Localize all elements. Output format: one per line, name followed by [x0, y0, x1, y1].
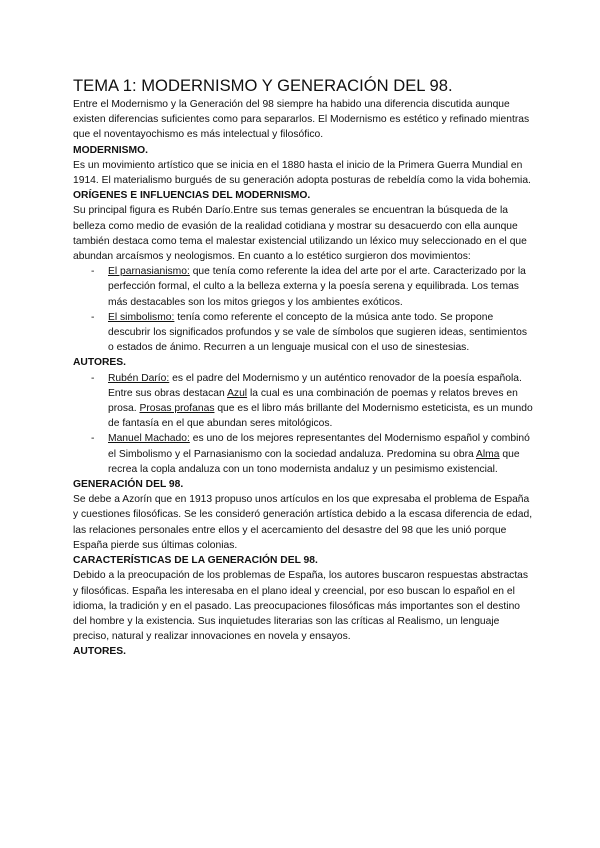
term-manuel-machado: Manuel Machado: — [108, 433, 190, 445]
generacion-paragraph: Se debe a Azorín que en 1913 propuso unos artículos en los que expresaba el problema de España y cuestiones filosóficas. Se les consideró generación artística debido a la escasa diferencia de edad, las relaciones personales entre ellos y el acercamiento del desastre del 98 que les unió porque España pierde sus últimas colonias. — [73, 494, 533, 551]
work-prosas-profanas: Prosas profanas — [139, 403, 215, 415]
movements-list — [73, 264, 535, 355]
machado-text-2: que recrea la copla andaluza con un tono modernista andaluz y un pesimismo existencial. — [108, 448, 520, 475]
document-content — [73, 76, 535, 660]
dario-text-3: que es el libro más brillante del Modernismo esteticista, es un mundo de fantasía en el que abundan seres mitológicos. — [108, 403, 533, 430]
authors-list — [73, 371, 535, 477]
page-title: TEMA 1: MODERNISMO Y GENERACIÓN DEL 98. — [73, 76, 453, 95]
work-azul: Azul — [227, 387, 248, 399]
work-alma: Alma — [476, 448, 500, 460]
term-simbolismo: El simbolismo: — [108, 311, 175, 323]
origenes-paragraph: Su principal figura es Rubén Darío.Entre sus temas generales se encuentran la búsqueda de la belleza como medio de evasión de la realidad cotidiana y mostrar su desacuerdo con ella aunque también destaca como tema el malestar existencial utilizando un léxico muy seleccionado en el que abundan arcaísmos y neologismos. En cuanto a lo estético surgieron dos movimientos: — [73, 205, 527, 263]
heading-caracteristicas: CARACTERÍSTICAS DE LA GENERACIÓN DEL 98. — [73, 555, 318, 567]
list-marker: - — [91, 266, 95, 278]
caracteristicas-paragraph: Debido a la preocupación de los problemas de España, los autores buscaron respuestas abstractas y filosóficas. España les interesaba en el plano ideal y creencial, por eso buscan lo español en el idioma, la tradición y en el pasado. Las preocupaciones filosóficas más importantes son el destino del hombre y la existencia. Sus inquietudes literarias son las críticas al Realismo, un lenguaje preciso, natural y realizar innovaciones en novela y ensayos. — [73, 570, 529, 643]
intro-paragraph: Entre el Modernismo y la Generación del 98 siempre ha habido una diferencia discutida aunque existen diferencias suficientes como para separarlos. El Modernismo es estético y refinado mientras que el noventayochismo es más intelectual y filosófico. — [73, 99, 530, 141]
term-parnasianismo: El parnasianismo: — [108, 266, 190, 278]
heading-origenes: ORÍGENES E INFLUENCIAS DEL MODERNISMO. — [73, 190, 311, 202]
modernismo-paragraph: Es un movimiento artístico que se inicia en el 1880 hasta el inicio de la Primera Guerra Mundial en 1914. El materialismo burgués de su generación adopta posturas de rebeldía como la vida bohemia. — [73, 159, 531, 187]
list-item-manuel-machado — [73, 431, 535, 477]
parnasianismo-text: que tenía como referente la idea del arte por el arte. Caracterizado por la perfección formal, el culto a la belleza externa y la poesía serena y equilibrada. Los temas más destacables son los mitos griegos y los ambientes exóticos. — [108, 266, 526, 308]
heading-autores-modernismo: AUTORES. — [73, 357, 127, 369]
list-item-ruben-dario — [73, 371, 535, 432]
list-marker: - — [91, 372, 95, 384]
heading-autores-98: AUTORES. — [73, 646, 127, 658]
list-item-parnasianismo — [73, 264, 535, 310]
dario-text-2: la cual es una combinación de poemas y relatos breves en prosa. — [108, 387, 518, 415]
heading-generacion-98: GENERACIÓN DEL 98. — [73, 479, 184, 491]
machado-text-1: es uno de los mejores representantes del Modernismo español y combinó el Simbolismo y el Parnasianismo con la sociedad andaluza. Predomina su obra — [108, 433, 530, 460]
term-ruben-dario: Rubén Darío: — [108, 372, 170, 384]
dario-text-1: es el padre del Modernismo y un auténtico renovador de la poesía española. Entre sus obras destacan — [108, 372, 522, 399]
list-marker: - — [91, 311, 95, 323]
list-item-simbolismo — [73, 310, 535, 356]
heading-modernismo: MODERNISMO. — [73, 144, 148, 156]
simbolismo-text: tenía como referente el concepto de la música ante todo. Se propone descubrir los significados profundos y se vale de símbolos que sugieren ideas, sentimientos o estados de ánimo. Recurren a un lenguaje musical con el uso de sinestesias. — [108, 311, 527, 354]
list-marker: - — [91, 433, 95, 445]
